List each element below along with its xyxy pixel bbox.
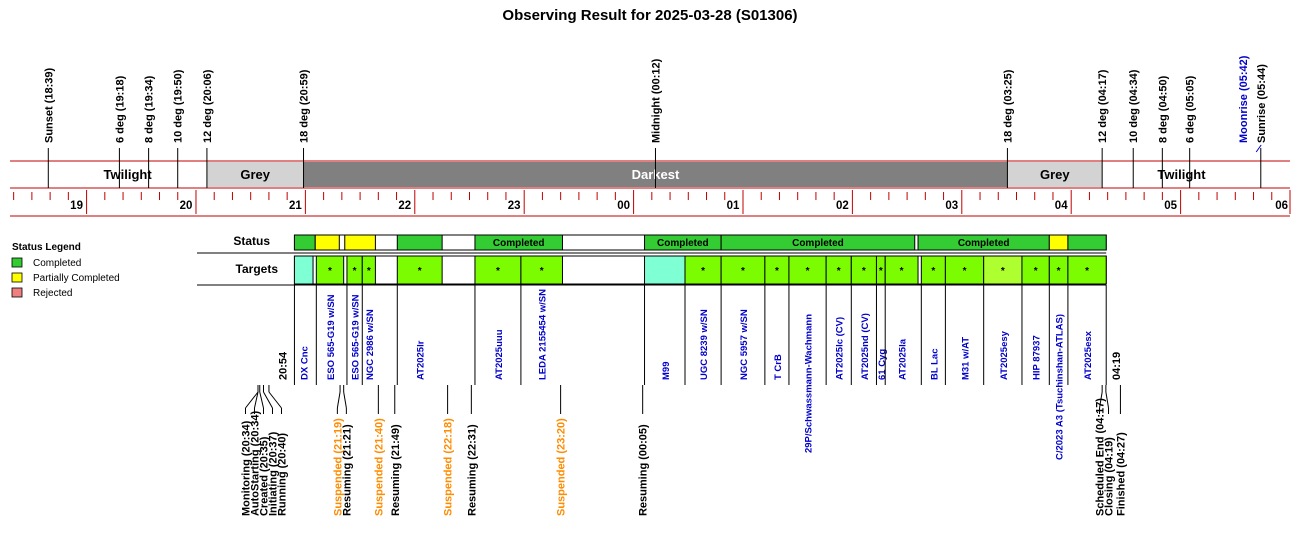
session-event-label: Monitoring (20:34) [240,420,253,516]
hour-tick-label: 06 [1275,200,1288,212]
sky-band-label-3: Grey [1039,167,1070,182]
hour-tick-label: 20 [179,200,193,212]
target-mark: * [962,266,967,277]
target-name-label: M99 [660,361,672,380]
target-name-label: AT2025nd (CV) [859,313,871,380]
status-block-label: Completed [656,238,709,249]
target-mark: * [861,266,866,277]
target-mark: * [1056,266,1061,277]
twilight-event-label: 10 deg (19:50) [172,69,185,143]
twilight-event-label: 18 deg (03:25) [1002,69,1015,143]
session-event-label: AutoStarting (20:34) [249,410,262,516]
twilight-event-label: 6 deg (19:18) [114,75,127,143]
target-name-label: AT2025lr [415,340,427,380]
hour-tick-label: 01 [726,200,740,212]
hour-tick-label: 23 [507,200,521,212]
twilight-event-label: 12 deg (20:06) [201,69,214,143]
session-event-label: Resuming (22:31) [466,424,479,516]
status-block [345,235,376,250]
session-event-label: Scheduled End (04:17) [1094,398,1107,516]
status-block [1049,235,1068,250]
target-name-label: AT2025uuu [493,329,505,380]
session-event-label: Suspended (22:18) [442,418,455,516]
session-event-label: Created (20:35) [258,436,271,516]
target-mark: * [539,266,544,277]
twilight-event-label: 10 deg (04:34) [1128,69,1141,143]
legend-label-1: Partially Completed [33,273,120,284]
session-event-label: Suspended (23:20) [555,418,568,516]
target-name-label: NGC 5957 w/SN [738,309,750,380]
target-mark: * [352,266,357,277]
status-block [294,235,315,250]
target-name-label: ESO 565-G19 w/SN [350,294,362,380]
target-mark: * [774,266,779,277]
twilight-event-label: 8 deg (19:34) [143,75,156,143]
target-mark: * [1033,266,1038,277]
legend-label-0: Completed [33,258,82,269]
target-mark: * [366,266,371,277]
target-mark: * [878,266,883,277]
target-name-label: AT2025la [897,338,909,380]
twilight-event-label: 6 deg (05:05) [1184,75,1197,143]
session-event-label: Initiating (20:37) [267,431,280,516]
hour-tick-label: 21 [288,200,302,212]
twilight-event-label: Sunrise (05:44) [1255,64,1268,143]
target-block [294,256,313,284]
hour-tick-label: 05 [1164,200,1177,212]
status-block-label: Completed [957,238,1010,249]
status-block [397,235,442,250]
session-event-label: Closing (04:19) [1103,437,1116,516]
target-name-label: DX Cnc [299,346,311,380]
status-block [1068,235,1106,250]
status-row-label: Status [233,234,270,248]
hour-tick-label: 19 [70,200,83,212]
sky-band-layer [10,161,1290,188]
twilight-event-label: 18 deg (20:59) [298,69,311,143]
target-name-label: AT2025esx [1083,331,1095,380]
target-mark: * [328,266,332,277]
target-name-label: UGC 8239 w/SN [699,309,711,380]
target-name-label: 61 Cyg [876,348,888,380]
target-name-label: BL Lac [929,348,941,380]
target-name-label: ESO 565-G19 w/SN [326,294,337,380]
status-legend [12,242,120,299]
session-time-label: 20:54 [277,351,290,380]
targets-row-label: Targets [235,262,278,276]
twilight-event-label: 8 deg (04:50) [1157,75,1170,143]
status-block-label: Completed [492,238,545,249]
target-name-label: M31 w/AT [960,336,972,380]
session-event-label: Resuming (21:49) [389,424,402,516]
target-mark: * [741,266,745,277]
session-event-label: Suspended (21:19) [332,418,345,516]
target-mark: * [1000,266,1005,277]
target-mark: * [836,266,841,277]
legend-title: Status Legend [12,242,81,253]
time-axis [10,190,1290,216]
hour-tick-label: 00 [617,200,630,212]
event-leader [337,392,340,408]
session-event-label: Resuming (21:21) [341,424,354,516]
event-leader [260,392,264,408]
legend-swatch-0 [12,258,22,267]
hour-tick-label: 04 [1054,200,1068,212]
target-mark: * [931,266,936,277]
target-mark: * [899,266,904,277]
target-mark: * [1085,266,1090,277]
session-event-label: Resuming (00:05) [637,424,650,516]
twilight-event-label: Sunset (18:39) [43,67,56,143]
sky-band-label-4: Twilight [1157,167,1206,182]
status-block-label: Completed [792,238,844,249]
legend-label-2: Rejected [33,288,73,299]
status-block [315,235,339,250]
event-leader [344,392,347,408]
legend-swatch-2 [12,288,22,297]
target-mark: * [417,266,422,277]
legend-swatch-1 [12,273,22,282]
target-name-label: 29P/Schwassmann-Wachmann [803,313,815,453]
target-name-label: AT2025esy [998,331,1010,380]
target-name-label: HIP 87937 [1031,335,1043,380]
target-name-label: AT2025lc (CV) [834,316,846,380]
hour-tick-label: 02 [835,200,849,212]
target-name-label: T CrB [772,354,784,380]
session-event-label: Running (20:40) [276,432,289,516]
chart-title: Observing Result for 2025-03-28 (S01306) [502,7,798,24]
hour-tick-label: 22 [398,200,412,212]
target-mark: * [701,266,706,277]
hour-tick-label: 03 [945,200,959,212]
target-mark: * [495,266,500,277]
session-event-label: Finished (04:27) [1115,432,1128,516]
session-event-label: Suspended (21:40) [373,418,386,516]
target-name-label: NGC 2986 w/SN [364,309,376,380]
target-name-label: C/2023 A3 (Tsuchinshan-ATLAS) [1054,313,1066,460]
target-block [645,256,685,284]
sky-band-label-1: Grey [240,167,271,182]
session-event-layer [240,385,1127,516]
sky-band-label-2: Darkest [631,167,680,182]
twilight-event-label: Moonrise (05:42) [1238,55,1251,143]
sky-band-label-0: Twilight [103,167,152,182]
target-name-label: LEDA 2155454 w/SN [537,289,549,380]
session-time-label: 04:19 [1110,351,1123,380]
twilight-event-label: Midnight (00:12) [650,58,663,143]
twilight-event-label: 12 deg (04:17) [1097,69,1110,143]
target-mark: * [805,266,810,277]
